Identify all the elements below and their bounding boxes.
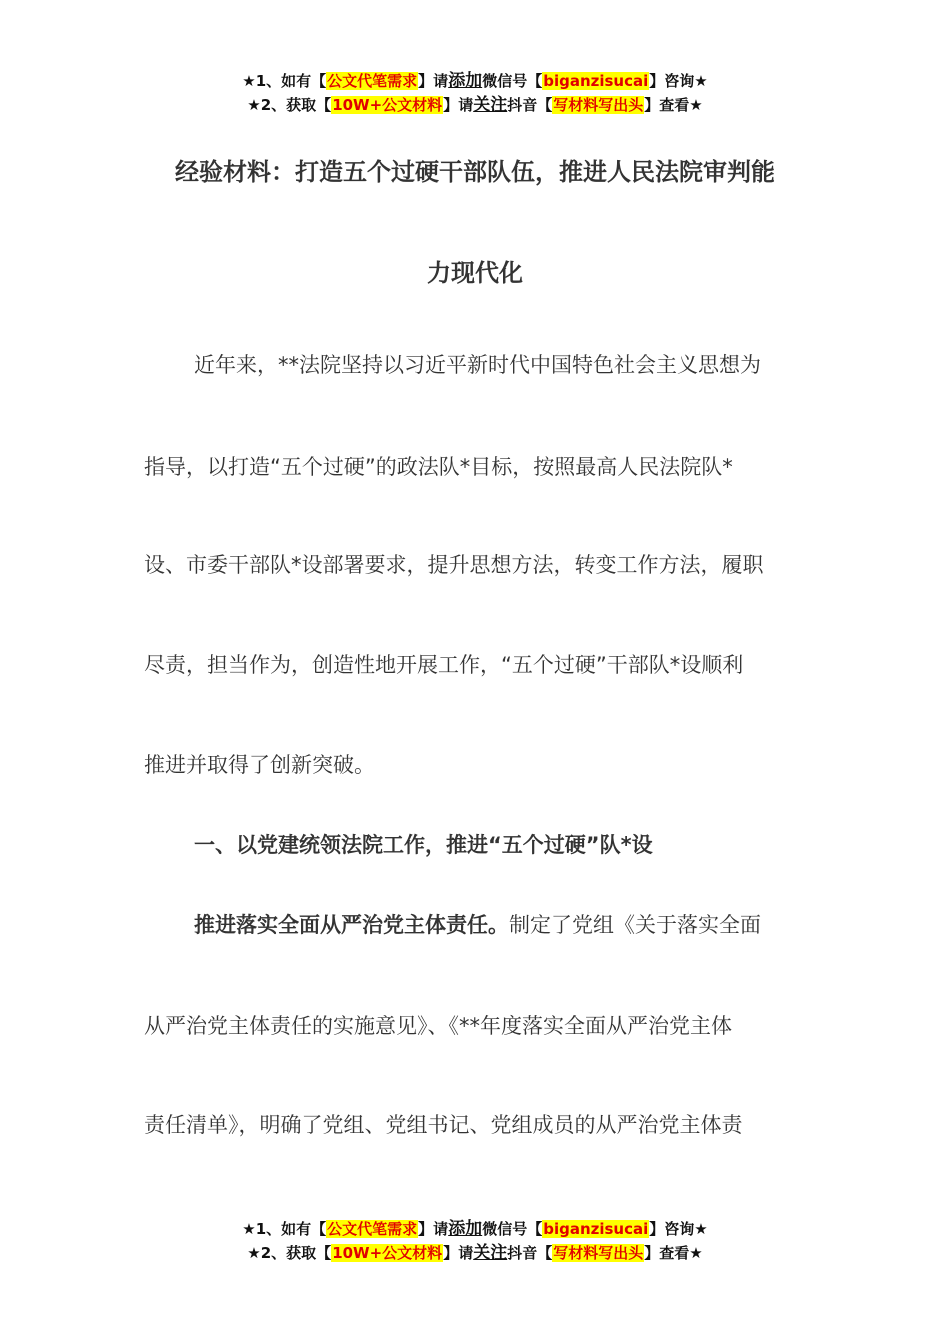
promo-banner-bottom xyxy=(0,1217,950,1265)
intro-line: 推进并取得了创新突破。 xyxy=(144,753,375,777)
promo-emphasis: 添加 xyxy=(448,71,483,91)
promo-emphasis: 添加 xyxy=(448,1219,483,1239)
intro-line: 尽责，担当作为，创造性地开展工作，“五个过硬”干部队*设顺利 xyxy=(144,653,744,677)
promo-line-1: ★1、如有【公文代笔需求】请添加微信号【biganzisucai】咨询★ xyxy=(242,1219,708,1239)
document-title-line-2: 力现代化 xyxy=(427,259,523,287)
promo-highlight: 10W+公文材料 xyxy=(332,96,443,114)
intro-line: 指导，以打造“五个过硬”的政法队*目标，按照最高人民法院队* xyxy=(144,455,733,479)
section-heading: 一、以党建统领法院工作，推进“五个过硬”队*设 xyxy=(194,833,653,857)
para2-line: 从严治党主体责任的实施意见》、《**年度落实全面从严治党主体 xyxy=(144,1014,732,1038)
wechat-id: biganzisucai xyxy=(543,1220,649,1238)
douyin-account: 写材料写出头 xyxy=(553,1244,644,1262)
promo-line-2: ★2、获取【10W+公文材料】请关注抖音【写材料写出头】查看★ xyxy=(247,1243,703,1263)
para2-line: 责任清单》，明确了党组、党组书记、党组成员的从严治党主体责 xyxy=(144,1113,743,1137)
promo-emphasis: 关注 xyxy=(473,1243,508,1263)
promo-line-2: ★2、获取【10W+公文材料】请关注抖音【写材料写出头】查看★ xyxy=(247,95,703,115)
intro-line: 设、市委干部队*设部署要求，提升思想方法，转变工作方法，履职 xyxy=(144,553,764,577)
document-title-line-1: 经验材料：打造五个过硬干部队伍，推进人民法院审判能 xyxy=(175,158,775,186)
promo-highlight: 公文代笔需求 xyxy=(327,72,418,90)
promo-banner-top xyxy=(0,69,950,117)
douyin-account: 写材料写出头 xyxy=(553,96,644,114)
wechat-id: biganzisucai xyxy=(543,72,649,90)
promo-emphasis: 关注 xyxy=(473,95,508,115)
promo-line-1: ★1、如有【公文代笔需求】请添加微信号【biganzisucai】咨询★ xyxy=(242,71,708,91)
promo-highlight: 10W+公文材料 xyxy=(332,1244,443,1262)
para2-lead: 推进落实全面从严治党主体责任。 xyxy=(194,913,509,937)
para2-first-line xyxy=(194,909,761,939)
promo-highlight: 公文代笔需求 xyxy=(327,1220,418,1238)
intro-line: 近年来，**法院坚持以习近平新时代中国特色社会主义思想为 xyxy=(194,353,761,377)
para2-lead-rest: 制定了党组《关于落实全面 xyxy=(509,913,761,937)
